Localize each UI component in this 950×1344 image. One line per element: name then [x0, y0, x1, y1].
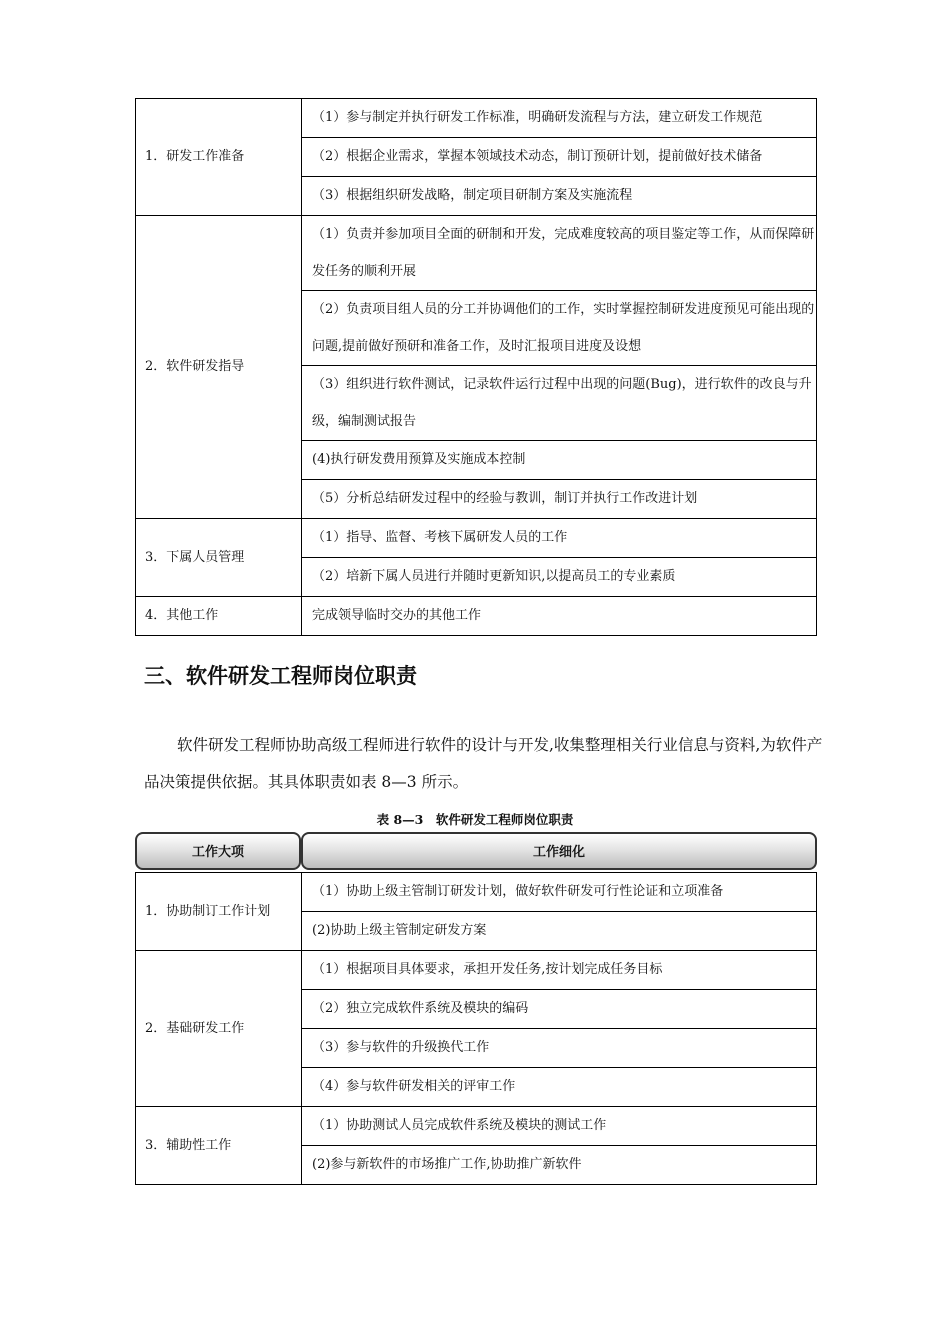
table-caption: 表 8—3 软件研发工程师岗位职责 [376, 812, 574, 827]
table-header-detail: 工作细化 [301, 832, 817, 870]
detail-cell: 完成领导临时交办的其他工作 [302, 597, 817, 636]
table-row [136, 519, 817, 558]
detail-cell: （2）负责项目组人员的分工并协调他们的工作，实时掌握控制研发进度预见可能出现的问题,提前做好预研和准备工作，及时汇报项目进度及设想 [302, 291, 817, 366]
category-cell: 2．软件研发指导 [136, 216, 302, 519]
table-row [136, 951, 817, 990]
table-row [136, 1107, 817, 1146]
body-paragraph: 软件研发工程师协助高级工程师进行软件的设计与开发,收集整理相关行业信息与资料,为软件产品决策提供依据。其具体职责如表 8—3 所示。 [144, 736, 823, 791]
detail-cell: （1）负责并参加项目全面的研制和开发，完成难度较高的项目鉴定等工作，从而保障研发任务的顺利开展 [302, 216, 817, 291]
detail-cell: （3）参与软件的升级换代工作 [302, 1029, 817, 1068]
responsibility-table-2 [135, 872, 817, 1185]
category-cell: 2．基础研发工作 [136, 951, 302, 1107]
detail-cell: （4）参与软件研发相关的评审工作 [302, 1068, 817, 1107]
table-row [136, 99, 817, 138]
detail-cell: （2）根据企业需求，掌握本领域技术动态，制订预研计划，提前做好技术储备 [302, 138, 817, 177]
detail-cell: (4)执行研发费用预算及实施成本控制 [302, 441, 817, 480]
category-cell: 3．下属人员管理 [136, 519, 302, 597]
detail-cell: （2）培新下属人员进行并随时更新知识,以提高员工的专业素质 [302, 558, 817, 597]
category-cell: 4．其他工作 [136, 597, 302, 636]
detail-cell: （3）组织进行软件测试，记录软件运行过程中出现的问题(Bug)，进行软件的改良与升级，编制测试报告 [302, 366, 817, 441]
detail-cell: （1）协助测试人员完成软件系统及模块的测试工作 [302, 1107, 817, 1146]
category-cell: 1．研发工作准备 [136, 99, 302, 216]
table-row [136, 216, 817, 291]
detail-cell: （1）参与制定并执行研发工作标准，明确研发流程与方法，建立研发工作规范 [302, 99, 817, 138]
category-cell: 1．协助制订工作计划 [136, 873, 302, 951]
table-row [136, 873, 817, 912]
detail-cell: （3）根据组织研发战略，制定项目研制方案及实施流程 [302, 177, 817, 216]
section-heading: 三、软件研发工程师岗位职责 [144, 664, 417, 688]
category-cell: 3．辅助性工作 [136, 1107, 302, 1185]
detail-cell: (2)参与新软件的市场推广工作,协助推广新软件 [302, 1146, 817, 1185]
detail-cell: （1）协助上级主管制订研发计划，做好软件研发可行性论证和立项准备 [302, 873, 817, 912]
detail-cell: （2）独立完成软件系统及模块的编码 [302, 990, 817, 1029]
detail-cell: (2)协助上级主管制定研发方案 [302, 912, 817, 951]
table-row [136, 597, 817, 636]
detail-cell: （5）分析总结研发过程中的经验与教训，制订并执行工作改进计划 [302, 480, 817, 519]
table-header-category: 工作大项 [135, 832, 301, 870]
detail-cell: （1）根据项目具体要求，承担开发任务,按计划完成任务目标 [302, 951, 817, 990]
responsibility-table-1 [135, 98, 817, 636]
detail-cell: （1）指导、监督、考核下属研发人员的工作 [302, 519, 817, 558]
